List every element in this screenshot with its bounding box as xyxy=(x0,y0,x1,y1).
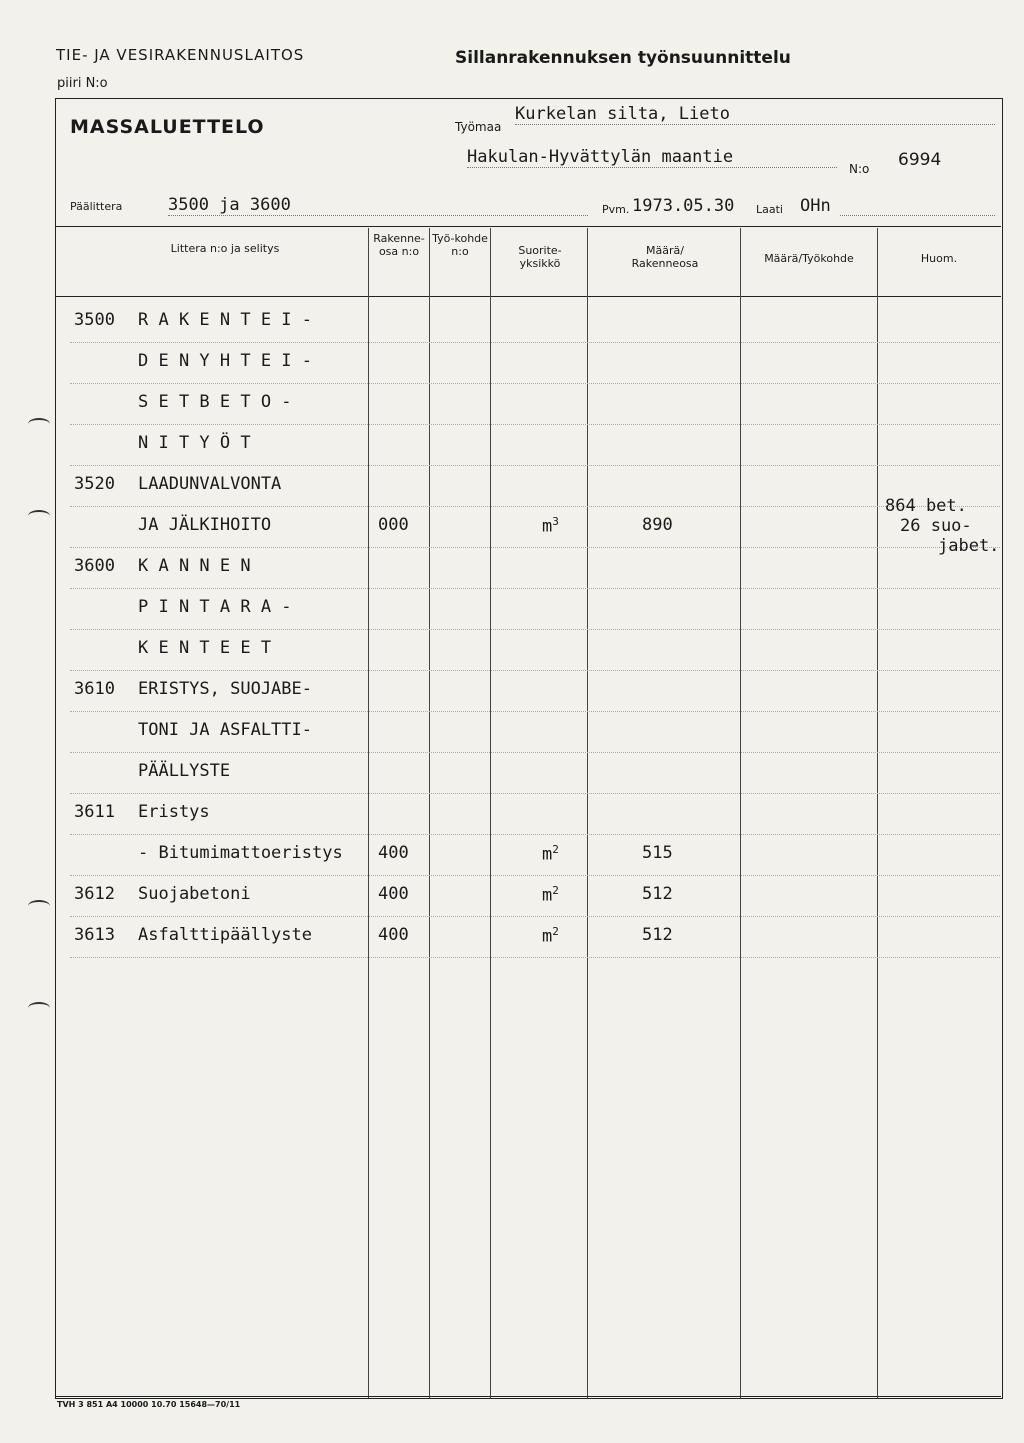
col-divider xyxy=(587,228,588,1398)
tyomaa-value: Kurkelan silta, Lieto xyxy=(515,104,995,125)
tyomaa-label: Työmaa xyxy=(455,120,502,134)
row-unit-exponent: 3 xyxy=(552,515,559,528)
row-rakenneosa: 400 xyxy=(378,925,409,945)
row-description: - Bitumimattoeristys xyxy=(138,843,343,863)
row-description: LAADUNVALVONTA xyxy=(138,474,282,494)
row-code: 3610 xyxy=(74,679,115,699)
row-quantity: 515 xyxy=(642,843,673,863)
table-bottom-line xyxy=(55,1396,1001,1397)
row-unit xyxy=(542,884,559,906)
row-unit-base: m xyxy=(542,926,553,947)
pvm-value: 1973.05.30 xyxy=(632,196,735,216)
row-rakenneosa: 400 xyxy=(378,884,409,904)
no-value: 6994 xyxy=(898,150,942,170)
row-code: 3613 xyxy=(74,925,115,945)
row-description: N I T Y Ö T xyxy=(138,433,251,453)
row-description: K A N N E N xyxy=(138,556,251,576)
row-unit xyxy=(542,925,559,947)
row-rakenneosa: 400 xyxy=(378,843,409,863)
table-row-rule xyxy=(70,670,1000,672)
row-description: Eristys xyxy=(138,802,210,822)
row-unit-exponent: 2 xyxy=(552,884,559,897)
row-description: Asfalttipäällyste xyxy=(138,925,312,945)
col-divider xyxy=(429,228,430,1398)
col-header-littera: Littera n:o ja selitys xyxy=(170,242,280,255)
row-description: TONI JA ASFALTTI- xyxy=(138,720,312,740)
table-row-rule xyxy=(70,506,1000,508)
paalittera-value: 3500 ja 3600 xyxy=(168,195,588,216)
table-row-rule xyxy=(70,752,1000,754)
col-divider xyxy=(490,228,491,1398)
laati-label: Laati xyxy=(756,203,783,216)
form-footer: TVH 3 851 A4 10000 10.70 15648—70/11 xyxy=(57,1400,241,1409)
row-unit-base: m xyxy=(542,844,553,865)
row-description: D E N Y H T E I - xyxy=(138,351,312,371)
table-row-rule xyxy=(70,711,1000,713)
punch-hole-mark xyxy=(28,1002,50,1014)
row-description: PÄÄLLYSTE xyxy=(138,761,231,781)
form-frame xyxy=(55,98,1003,1399)
no-label: N:o xyxy=(849,162,870,176)
table-top-line xyxy=(55,226,1001,227)
laati-dots xyxy=(840,215,995,216)
row-description: P I N T A R A - xyxy=(138,597,292,617)
row-description: R A K E N T E I - xyxy=(138,310,312,330)
table-row-rule xyxy=(70,834,1000,836)
table-row-rule xyxy=(70,629,1000,631)
row-quantity: 890 xyxy=(642,515,673,535)
row-code: 3520 xyxy=(74,474,115,494)
table-row-rule xyxy=(70,916,1000,918)
table-row-rule xyxy=(70,547,1000,549)
col-header-rakenneosa: Rakenne-osa n:o xyxy=(373,232,425,258)
table-row-rule xyxy=(70,465,1000,467)
row-description: S E T B E T O - xyxy=(138,392,292,412)
table-row-rule xyxy=(70,793,1000,795)
col-header-tyokohde: Työ-kohde n:o xyxy=(432,232,488,258)
note-line-3: jabet. xyxy=(938,536,1000,556)
paalittera-label: Päälittera xyxy=(70,200,123,213)
table-row-rule xyxy=(70,875,1000,877)
row-description: K E N T E E T xyxy=(138,638,272,658)
col-header-huom: Huom. xyxy=(920,252,958,265)
row-description: Suojabetoni xyxy=(138,884,251,904)
row-unit-base: m xyxy=(542,516,553,537)
col-divider xyxy=(740,228,741,1398)
col-header-maara-rakenneosa: Määrä/ Rakenneosa xyxy=(631,244,699,270)
row-code: 3611 xyxy=(74,802,115,822)
table-row-rule xyxy=(70,342,1000,344)
col-header-maara-tyokohde: Määrä/Työkohde xyxy=(764,252,854,265)
table-header-line xyxy=(55,296,1001,297)
row-quantity: 512 xyxy=(642,925,673,945)
col-divider xyxy=(877,228,878,1398)
note-line-1: 864 bet. xyxy=(885,496,967,516)
table-row-rule xyxy=(70,424,1000,426)
col-divider xyxy=(368,228,369,1398)
row-rakenneosa: 000 xyxy=(378,515,409,535)
row-description: JA JÄLKIHOITO xyxy=(138,515,272,535)
table-row-rule xyxy=(70,588,1000,590)
road-value: Hakulan-Hyvättylän maantie xyxy=(467,147,837,168)
note-line-2: 26 suo- xyxy=(900,516,972,536)
piiri-label: piiri N:o xyxy=(57,76,108,91)
row-quantity: 512 xyxy=(642,884,673,904)
table-row-rule xyxy=(70,957,1000,959)
row-unit-exponent: 2 xyxy=(552,925,559,938)
row-unit-exponent: 2 xyxy=(552,843,559,856)
punch-hole-mark xyxy=(28,418,50,430)
row-code: 3600 xyxy=(74,556,115,576)
row-code: 3500 xyxy=(74,310,115,330)
punch-hole-mark xyxy=(28,510,50,522)
form-title: MASSALUETTELO xyxy=(70,116,265,138)
col-header-suoriteyksikko: Suorite-yksikkö xyxy=(518,244,562,270)
row-code: 3612 xyxy=(74,884,115,904)
row-unit-base: m xyxy=(542,885,553,906)
organization-name: TIE- JA VESIRAKENNUSLAITOS xyxy=(56,46,305,64)
pvm-label: Pvm. xyxy=(602,203,630,216)
row-description: ERISTYS, SUOJABE- xyxy=(138,679,312,699)
row-unit xyxy=(542,515,559,537)
row-unit xyxy=(542,843,559,865)
document-title: Sillanrakennuksen työnsuunnittelu xyxy=(455,48,791,68)
table-row-rule xyxy=(70,383,1000,385)
punch-hole-mark xyxy=(28,900,50,912)
laati-value: OHn xyxy=(800,196,831,216)
